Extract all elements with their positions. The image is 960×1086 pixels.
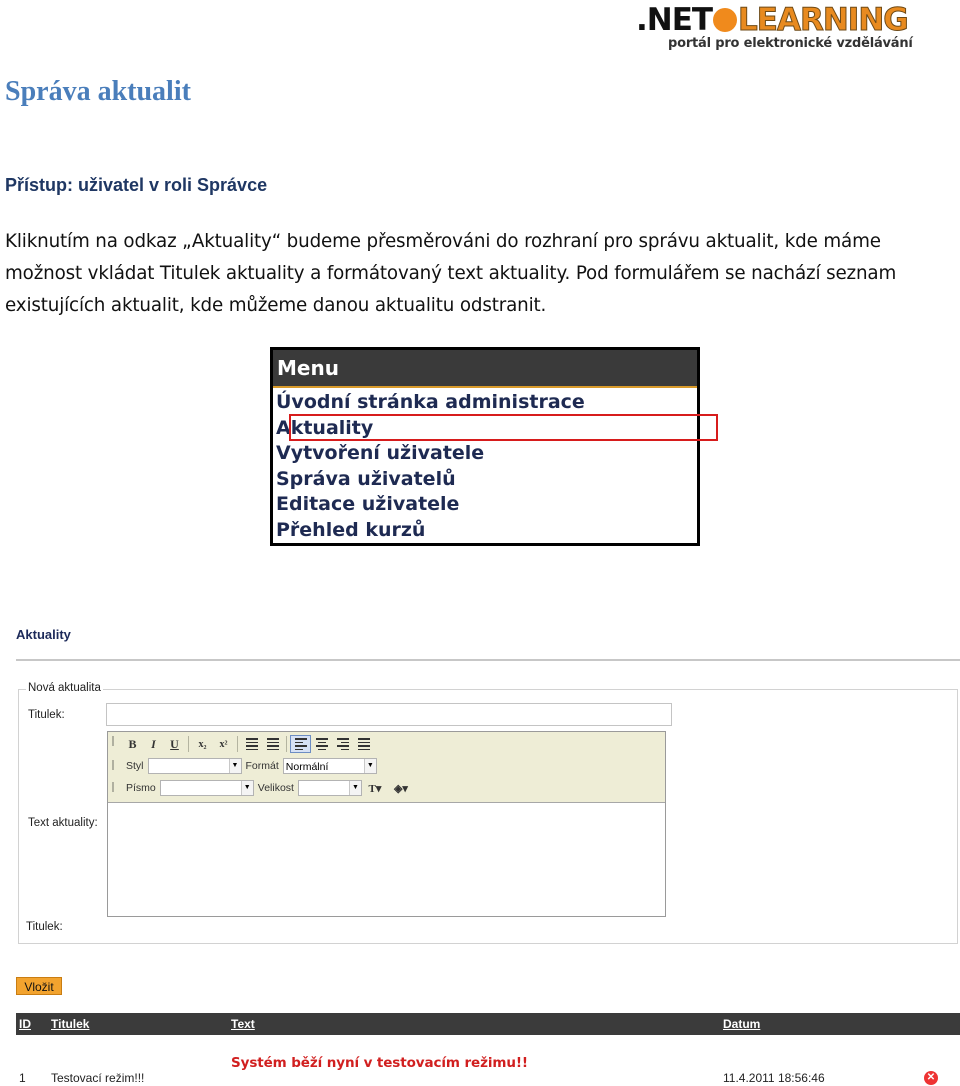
menu-item-edit-user[interactable]: Editace uživatele	[276, 493, 460, 515]
text-color-icon[interactable]: T▾	[368, 782, 382, 795]
font-label: Písmo	[126, 782, 156, 794]
page-title: Správa aktualit	[5, 76, 191, 107]
insert-button[interactable]: Vložit	[16, 977, 62, 995]
title-label-bottom: Titulek:	[26, 921, 63, 933]
news-table-header	[16, 1013, 960, 1035]
editor-toolbar	[108, 732, 665, 803]
italic-button[interactable]: I	[151, 736, 156, 751]
menu-item-home[interactable]: Úvodní stránka administrace	[276, 391, 585, 413]
toolbar-grip[interactable]	[110, 734, 116, 800]
align-justify-icon[interactable]	[353, 735, 374, 753]
highlight-box	[289, 414, 718, 441]
news-section-title: Aktuality	[16, 627, 71, 642]
align-center-icon[interactable]	[311, 735, 332, 753]
netlearning-logo	[636, 2, 958, 52]
title-input[interactable]	[106, 703, 672, 726]
bold-button[interactable]: B	[128, 736, 137, 751]
subscript-button[interactable]: x₂	[198, 738, 207, 750]
text-label: Text aktuality:	[28, 817, 98, 829]
row-id: 1	[19, 1071, 26, 1085]
rich-text-editor[interactable]	[107, 731, 666, 917]
format-select[interactable]: Normální ▼	[283, 758, 377, 774]
col-title[interactable]: Titulek	[51, 1017, 90, 1031]
admin-menu	[270, 347, 700, 546]
chevron-down-icon: ▼	[349, 781, 361, 795]
background-color-icon[interactable]: ◈▾	[393, 782, 408, 795]
row-text: Systém běží nyní v testovacím režimu!!	[231, 1055, 528, 1071]
menu-item-create-user[interactable]: Vytvoření uživatele	[276, 442, 485, 464]
menu-item-manage-users[interactable]: Správa uživatelů	[276, 467, 456, 490]
font-select[interactable]	[160, 780, 254, 796]
bullet-list-icon[interactable]	[262, 735, 283, 753]
intro-paragraph: Kliknutím na odkaz „Aktuality“ budeme přesměrováni do rozhraní pro správu aktualit, kde máme možnost vkládat Titulek aktuality a formátovaný text aktuality. Pod formulářem se nachází seznam existujících aktualit, kde můžeme danou aktualitu odstranit.	[5, 231, 897, 316]
col-id[interactable]: ID	[19, 1017, 31, 1031]
col-date[interactable]: Datum	[723, 1017, 761, 1031]
format-label: Formát	[245, 760, 279, 772]
menu-heading: Menu	[273, 350, 697, 388]
delete-icon[interactable]: ✕	[924, 1071, 938, 1085]
align-right-icon[interactable]	[332, 735, 353, 753]
chevron-down-icon: ▼	[364, 759, 376, 773]
title-label: Titulek:	[28, 709, 65, 721]
fieldset-legend: Nová aktualita	[28, 682, 101, 694]
size-label: Velikost	[257, 782, 294, 794]
chevron-down-icon: ▼	[229, 759, 241, 773]
row-title: Testovací režim!!!	[51, 1071, 145, 1085]
col-text[interactable]: Text	[231, 1017, 255, 1031]
underline-button[interactable]: U	[170, 736, 179, 751]
numbered-list-icon[interactable]	[241, 735, 262, 753]
size-select[interactable]	[298, 780, 362, 796]
logo-tagline: portál pro elektronické vzdělávání	[668, 36, 913, 51]
row-date: 11.4.2011 18:56:46	[723, 1071, 825, 1085]
style-select[interactable]	[148, 758, 242, 774]
menu-item-courses[interactable]: Přehled kurzů	[276, 518, 426, 541]
chevron-down-icon: ▼	[241, 781, 253, 795]
align-left-icon[interactable]	[290, 735, 311, 753]
section-divider	[16, 659, 960, 661]
style-label: Styl	[126, 760, 144, 772]
logo-mouse-icon	[713, 8, 737, 32]
superscript-button[interactable]: x²	[219, 738, 228, 750]
menu-item-news[interactable]: Aktuality	[276, 416, 374, 439]
access-subheading: Přístup: uživatel v roli Správce	[5, 175, 268, 195]
logo-wordmark: .NET LEARNING	[636, 2, 908, 38]
